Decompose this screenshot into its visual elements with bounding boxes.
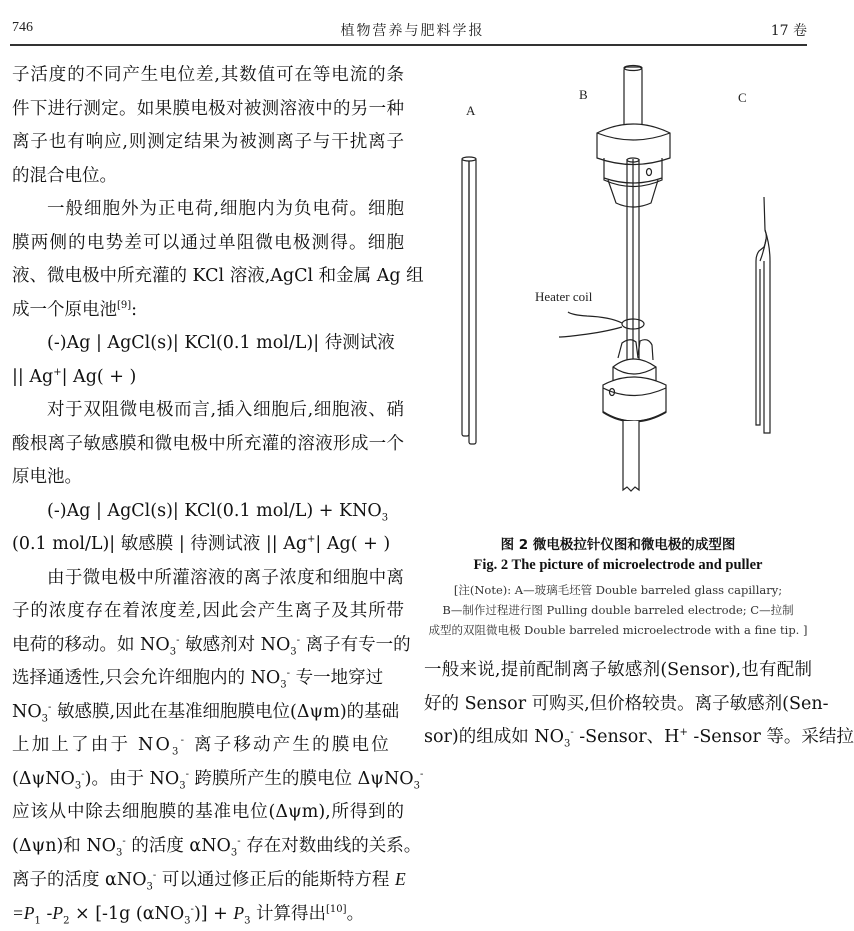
text-line: [12, 830, 422, 864]
line-text: (0.1 mol/L)| 敏感膜 | 待测试液 || Ag: [12, 534, 308, 554]
subscript: 2: [63, 915, 70, 926]
subscript: 3: [563, 738, 571, 750]
figure-note-line: B—制作过程进行图 Pulling double barreled electrode; C—拉制: [442, 603, 794, 617]
superscript: -: [419, 768, 424, 780]
text-line: 的混合电位。: [12, 165, 117, 186]
subscript: 3: [244, 915, 251, 926]
panel-label-b: B: [579, 87, 588, 102]
line-text: | Ag( + ): [315, 534, 391, 554]
superscript: -: [296, 634, 301, 646]
equation-line: (-)Ag | AgCl(s)| KCl(0.1 mol/L)| 待测试液: [47, 333, 395, 353]
text-line: 液、微电极中所充灌的 KCl 溶液,AgCl 和金属 Ag 组: [12, 266, 424, 286]
equation-line: [12, 361, 404, 395]
line-text: 电荷的移动。如 NO: [12, 634, 170, 655]
text-line: [12, 294, 404, 328]
line-text: =P: [12, 902, 35, 923]
subscript: 3: [41, 713, 49, 724]
line-text: 跨膜所产生的膜电位 ΔψNO: [188, 768, 414, 789]
text-line: 一般细胞外为正电荷,细胞内为负电荷。细胞: [47, 199, 404, 219]
subscript: 3: [280, 679, 287, 691]
superscript: -: [152, 870, 157, 882]
line-text: 成一个原电池: [12, 299, 117, 320]
figure-drawing: [420, 55, 820, 525]
superscript: -: [237, 835, 241, 847]
text-line: 子活度的不同产生电位差,其数值可在等电流的条: [12, 65, 404, 85]
line-text: (-)Ag | AgCl(s)| KCl(0.1 mol/L) + KNO: [47, 500, 382, 521]
line-text: 专一地穿过: [290, 668, 384, 688]
line-text: 离子移动产生的膜电位: [186, 735, 391, 755]
line-text: -: [40, 903, 53, 924]
text-line: [12, 729, 404, 763]
line-text: | Ag( + ): [61, 366, 137, 387]
subscript: 3: [169, 646, 177, 657]
panel-label-c: C: [738, 90, 747, 105]
heater-coil-label: Heater coil: [535, 289, 593, 304]
variable-e: E: [394, 869, 406, 889]
subscript: 1: [34, 915, 41, 926]
line-text: 可以通过修正后的能斯特方程: [156, 870, 395, 890]
superscript: -: [570, 727, 574, 739]
microelectrode-c-drawing: [756, 197, 770, 433]
text-line: 子的浓度存在着浓度差,因此会产生离子及其所带: [12, 601, 404, 621]
text-line: 原电池。: [12, 467, 82, 487]
subscript: 3: [184, 915, 191, 926]
text-line: 好的 Sensor 可购买,但价格较贵。离子敏感剂(Sen-: [424, 693, 829, 714]
text-line: [12, 763, 424, 797]
line-text: 敏感膜,因此在基准细胞膜电位(Δψm)的基础: [51, 701, 400, 722]
line-text: 存在对数曲线的关系。: [240, 835, 422, 856]
volume-label: 17 卷: [770, 23, 807, 39]
text-line: 一般来说,提前配制离子敏感剂(Sensor),也有配制: [424, 660, 812, 680]
right-column: [424, 654, 854, 755]
subscript: 3: [290, 646, 297, 657]
superscript: +: [53, 366, 62, 378]
citation-ref: [10]: [326, 903, 347, 915]
capillary-a-drawing: [462, 157, 476, 444]
superscript: -: [180, 735, 187, 747]
text-line: 对于双阻微电极而言,插入细胞后,细胞液、硝: [47, 400, 404, 420]
left-column: [12, 59, 424, 930]
figure-microelectrode-puller: [420, 55, 820, 525]
text-line: 离子也有响应,则测定结果为被测离子与干扰离子: [12, 132, 404, 152]
equation-line: [12, 528, 404, 562]
line-text: (Δψn)和 NO: [12, 835, 117, 856]
superscript: -: [176, 634, 180, 646]
subscript: 3: [230, 847, 238, 858]
text-line: 应该从中除去细胞膜的基准电位(Δψm),所得到的: [12, 802, 404, 822]
text-line: 膜两侧的电势差可以通过单阻微电极测得。细胞: [12, 232, 404, 253]
variable-p: P: [233, 902, 245, 923]
line-text: × [-1g (αNO: [69, 903, 185, 924]
line-text: )。由于 NO: [84, 768, 180, 789]
equation-line: [12, 495, 404, 529]
subscript: 3: [172, 746, 181, 758]
line-text: NO: [12, 701, 42, 722]
page-number: 746: [12, 20, 33, 35]
subscript: 3: [74, 780, 82, 791]
line-text: 选择通透性,只会允许细胞内的 NO: [12, 668, 281, 688]
line-text: -Sensor、H: [573, 727, 680, 747]
superscript: -: [190, 903, 194, 915]
superscript: -: [122, 835, 126, 847]
panel-label-a: A: [466, 103, 476, 118]
subscript: 3: [413, 780, 420, 791]
text-line: [12, 696, 404, 730]
text-line: [12, 662, 404, 696]
colon: :: [131, 299, 138, 320]
line-text: 敏感剂对 NO: [179, 634, 291, 655]
subscript: 3: [116, 847, 123, 858]
text-line: [12, 629, 411, 663]
text-line: 件下进行测定。如果膜电极对被测溶液中的另一种: [12, 98, 404, 119]
superscript: -: [48, 701, 52, 713]
subscript: 3: [381, 512, 389, 523]
subscript: 3: [146, 881, 153, 893]
figure-note-line: 成型的双阻微电极 Double barreled microelectrode with a fine tip. ]: [428, 623, 808, 637]
figure-note-line: [注(Note): A—玻璃毛坯管 Double barreled glass capillary;: [453, 583, 783, 597]
line-text: -Sensor 等。采结拉: [687, 727, 854, 747]
citation-ref: [9]: [117, 299, 132, 311]
line-text: sor)的组成如 NO: [424, 727, 564, 747]
line-text: || Ag: [12, 366, 54, 387]
line-text: 上加上了由于 NO: [12, 735, 173, 755]
text-line: [12, 863, 404, 897]
journal-title: 植物营养与肥料学报: [340, 23, 485, 39]
line-text: 的活度 αNO: [125, 835, 231, 856]
line-text: 计算得出: [250, 903, 327, 924]
superscript: -: [286, 668, 291, 680]
line-text: (ΔψNO: [12, 768, 75, 789]
superscript: +: [307, 534, 316, 546]
figure-caption-cn: 图 2 微电极拉针仪图和微电极的成型图: [500, 537, 736, 553]
text-line: 由于微电极中所灌溶液的离子浓度和细胞中离: [47, 567, 404, 588]
equation-line: [12, 897, 404, 931]
line-text: )] +: [193, 903, 234, 924]
header-rule: [10, 44, 807, 46]
superscript: +: [679, 727, 688, 739]
line-text: 离子的活度 αNO: [12, 870, 147, 890]
line-text: 离子有专一的: [300, 634, 411, 655]
text-line: [424, 721, 854, 755]
superscript: -: [185, 768, 189, 780]
text-line: 酸根离子敏感膜和微电极中所充灌的溶液形成一个: [12, 433, 404, 454]
superscript: -: [81, 768, 85, 780]
puller-b-drawing: [559, 66, 670, 492]
period: 。: [346, 903, 365, 924]
subscript: 3: [179, 780, 186, 791]
variable-p: P: [52, 902, 64, 923]
figure-caption-en: Fig. 2 The picture of microelectrode and puller: [473, 557, 763, 573]
